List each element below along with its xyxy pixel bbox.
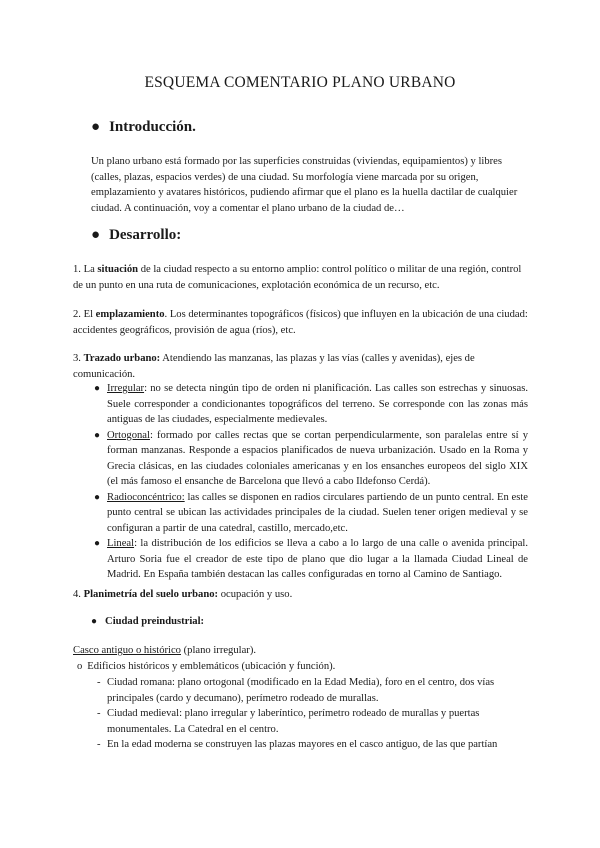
desarrollo-heading (91, 227, 181, 244)
paragraph-emplazamiento (73, 307, 528, 338)
preindustrial-heading (91, 614, 204, 630)
paragraph-trazado (73, 351, 523, 382)
bullet-icon: ● (94, 383, 101, 394)
list-item-text: Ciudad medieval: plano irregular y laberíntico, perímetro rodeado de murallas y puertas monumentales. La Catedral en el centro. (107, 708, 480, 735)
term-ortogonal: Ortogonal (107, 429, 150, 441)
bullet-icon: ● (91, 616, 98, 627)
edificios-line (77, 659, 527, 675)
dash-item-medieval (97, 706, 525, 737)
trazado-list (94, 381, 528, 583)
paragraph-text: Edificios históricos y emblemáticos (ubicación y función). (87, 661, 336, 672)
intro-paragraph: Un plano urbano está formado por las superficies construidas (viviendas, equipamientos) y libres (calles, plazas, espacios verdes) de una ciudad. Su morfología viene marcada por su origen, emplazamiento y avatares históricos, pudiendo afirmar que el plano es la huella dactilar de cualquier ciudad. A continuación, voy a comentar el plano urbano de la ciudad de… (91, 156, 518, 214)
item-number: 4. (73, 589, 84, 600)
casco-antiguo-line (73, 643, 528, 659)
bullet-icon: ● (94, 491, 101, 503)
list-item-text: : la distribución de los edificios se lleva a cabo a lo largo de una calle o avenida principal. Arturo Soria fue el creador de este tipo de plano que dio lugar a la llamada Ciudad Lineal de Madrid. En España también destacan las calles configuradas en torno al Camino de Santiago. (107, 538, 528, 580)
bullet-icon: ● (91, 119, 101, 135)
paragraph-text: . Los determinantes topográficos (físicos) que influyen en la ubicación de una ciudad: accidentes geográficos, provisión de agua (ríos), etc. (73, 309, 528, 336)
list-item-lineal (94, 536, 528, 583)
intro-heading (91, 119, 196, 136)
item-number: 2. El (73, 309, 96, 320)
dash-bullet-icon: - (97, 708, 101, 719)
list-item-text: Ciudad romana: plano ortogonal (modificado en la Edad Media), foro en el centro, dos vías principales (cardo y decumano), perímetro rodeado de murallas. (107, 677, 495, 704)
term-casco-antiguo: Casco antiguo o histórico (73, 645, 181, 656)
paragraph-text: Atendiendo las manzanas, las plazas y las vías (calles y avenidas), ejes de comunicación. (73, 353, 475, 380)
paragraph-text: de la ciudad respecto a su entorno amplio: control político o militar de una región, control de un punto en una ruta de comunicaciones, explotación económica de un recurso, etc. (73, 264, 522, 291)
circle-bullet-icon: o (77, 661, 83, 672)
paragraph-text: (plano irregular). (180, 645, 256, 656)
list-item-text: En la edad moderna se construyen las plazas mayores en el casco antiguo, de las que partían (107, 739, 498, 750)
desarrollo-heading-text: Desarrollo: (109, 227, 182, 243)
term-situacion: situación (97, 264, 139, 275)
bullet-icon: ● (94, 538, 101, 549)
list-item-text: las calles se disponen en radios circulares partiendo de un punto central. En este punto central se ubican las actividades principales de la ciudad. Suelen tener origen medieval y se configuran a partir de una catedral, castillo, mercado,etc. (107, 491, 528, 534)
dash-bullet-icon: - (97, 677, 101, 688)
item-number: 3. (73, 353, 84, 364)
intro-heading-text: Introducción. (109, 119, 196, 135)
list-item-text: : formado por calles rectas que se cortan perpendicularmente, son paralelas entre sí y forman manzanas. Responde a espacios planificados de nueva urbanización. Usado en la Roma y Grecia clásicas, en las ciudades coloniales americanas y en los ensanches europeos del siglo XIX (el más famoso el ensanche de Barcelona que llevó a cabo Ildefonso Cerdá). (107, 429, 528, 487)
preindustrial-heading-text: Ciudad preindustrial: (105, 616, 205, 627)
term-lineal: Lineal (107, 538, 135, 549)
dash-bullet-icon: - (97, 739, 101, 750)
bullet-icon: ● (91, 227, 101, 243)
list-item-radioconcentrico (94, 490, 528, 537)
term-emplazamiento: emplazamiento (95, 309, 165, 320)
document-title: ESQUEMA COMENTARIO PLANO URBANO (144, 74, 456, 91)
dash-item-moderna (97, 737, 525, 753)
dash-item-romana (97, 675, 525, 706)
bullet-icon: ● (94, 429, 101, 441)
term-irregular: Irregular (107, 383, 145, 394)
list-item-ortogonal (94, 428, 528, 490)
list-item-text: : no se detecta ningún tipo de orden ni planificación. Las calles son estrechas y sinuosas. Suele corresponder a condicionantes topográficos del terreno. Se corresponde con las zonas más antiguas de las ciudades, especialmente medievales. (107, 383, 528, 425)
term-trazado: Trazado urbano: (83, 353, 161, 364)
item-number: 1. La (73, 264, 98, 275)
term-planimetria: Planimetría del suelo urbano: (83, 589, 219, 600)
list-item-irregular (94, 381, 528, 428)
term-radioconcentrico: Radioconcéntrico: (107, 491, 185, 503)
paragraph-text: ocupación y uso. (218, 589, 293, 600)
paragraph-planimetria (73, 587, 528, 603)
paragraph-situacion (73, 262, 528, 293)
